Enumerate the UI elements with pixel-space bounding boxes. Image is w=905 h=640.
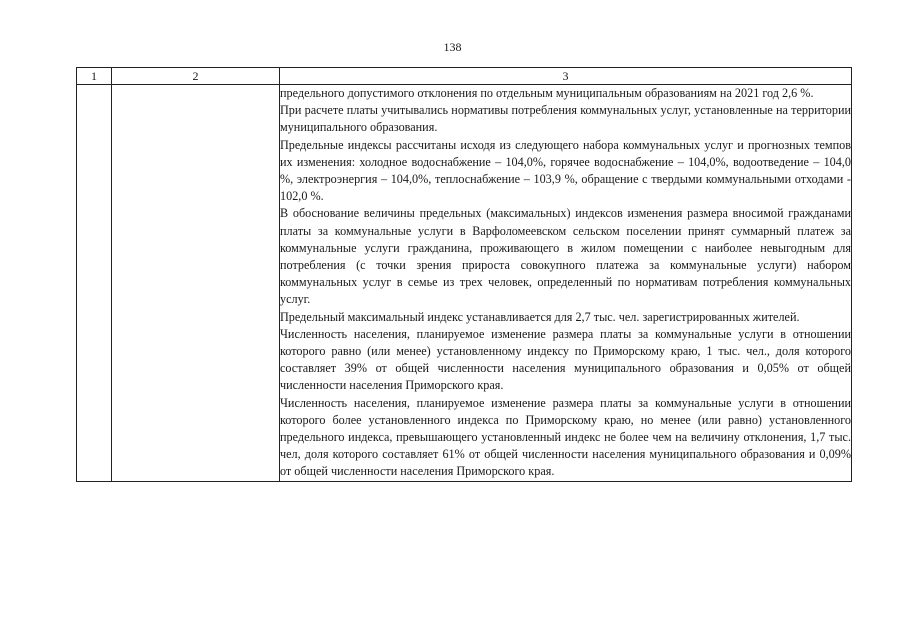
cell-column-3	[280, 85, 852, 482]
table-row	[77, 85, 852, 482]
paragraph-consumption-norms: При расчете платы учитывались нормативы потребления коммунальных услуг, установленные на территории муниципального образования.	[280, 103, 851, 135]
page-number: 138	[443, 40, 462, 54]
paragraph-max-index: Предельный максимальный индекс устанавливается для 2,7 тыс. чел. зарегистрированных жителей.	[280, 309, 800, 324]
paragraph-index-rates: Предельные индексы рассчитаны исходя из следующего набора коммунальных услуг и прогнозных темпов их изменения: холодное водоснабжение – 104,0%, горячее водоснабжение – 104,0%, водоотведение – 104,0 %, электроэнергия – 104,0%, теплоснабжение – 103,9 %, обращение с твердыми коммунальными отходами - 102,0 %.	[280, 137, 851, 204]
cell-column-1	[77, 85, 112, 482]
column-header-1: 1	[77, 68, 112, 85]
column-header-2: 2	[112, 68, 280, 85]
document-table	[76, 67, 852, 482]
column-header-3: 3	[280, 68, 852, 85]
paragraph-population-above-index: Численность населения, планируемое изменение размера платы за коммунальные услуги в отношении которого более установленного индекса по Приморскому краю, но менее (или равно) установленного предельного индекса, превышающего установленный индекс не более чем на величину отклонения, 1,7 тыс. чел, доля которого составляет 61% от общей численности населения муниципального образования и 0,09% от общей численности населения Приморского края.	[280, 395, 851, 479]
paragraph-population-below-index: Численность населения, планируемое изменение размера платы за коммунальные услуги в отношении которого равно (или менее) установленному индексу по Приморскому краю, 1 тыс. чел., доля которого составляет 39% от общей численности населения муниципального образования и 0,05% от общей численности населения Приморского края.	[280, 326, 851, 393]
cell-column-2	[112, 85, 280, 482]
table-header-row	[77, 68, 852, 85]
paragraph-tolerance-2021: предельного допустимого отклонения по отдельным муниципальным образованиям на 2021 год 2,6 %.	[280, 86, 814, 100]
paragraph-justification: В обоснование величины предельных (максимальных) индексов изменения размера вносимой гражданами платы за коммунальные услуги в Варфоломеевском сельском поселении принят суммарный платеж за коммунальные услуги гражданина, проживающего в жилом помещении с наиболее невыгодным для потребления (с точки зрения прироста совокупного платежа за коммунальные услуги) набором коммунальных услуг в семье из трех человек, определенный по нормативам потребления коммунальных услуг.	[280, 206, 851, 307]
